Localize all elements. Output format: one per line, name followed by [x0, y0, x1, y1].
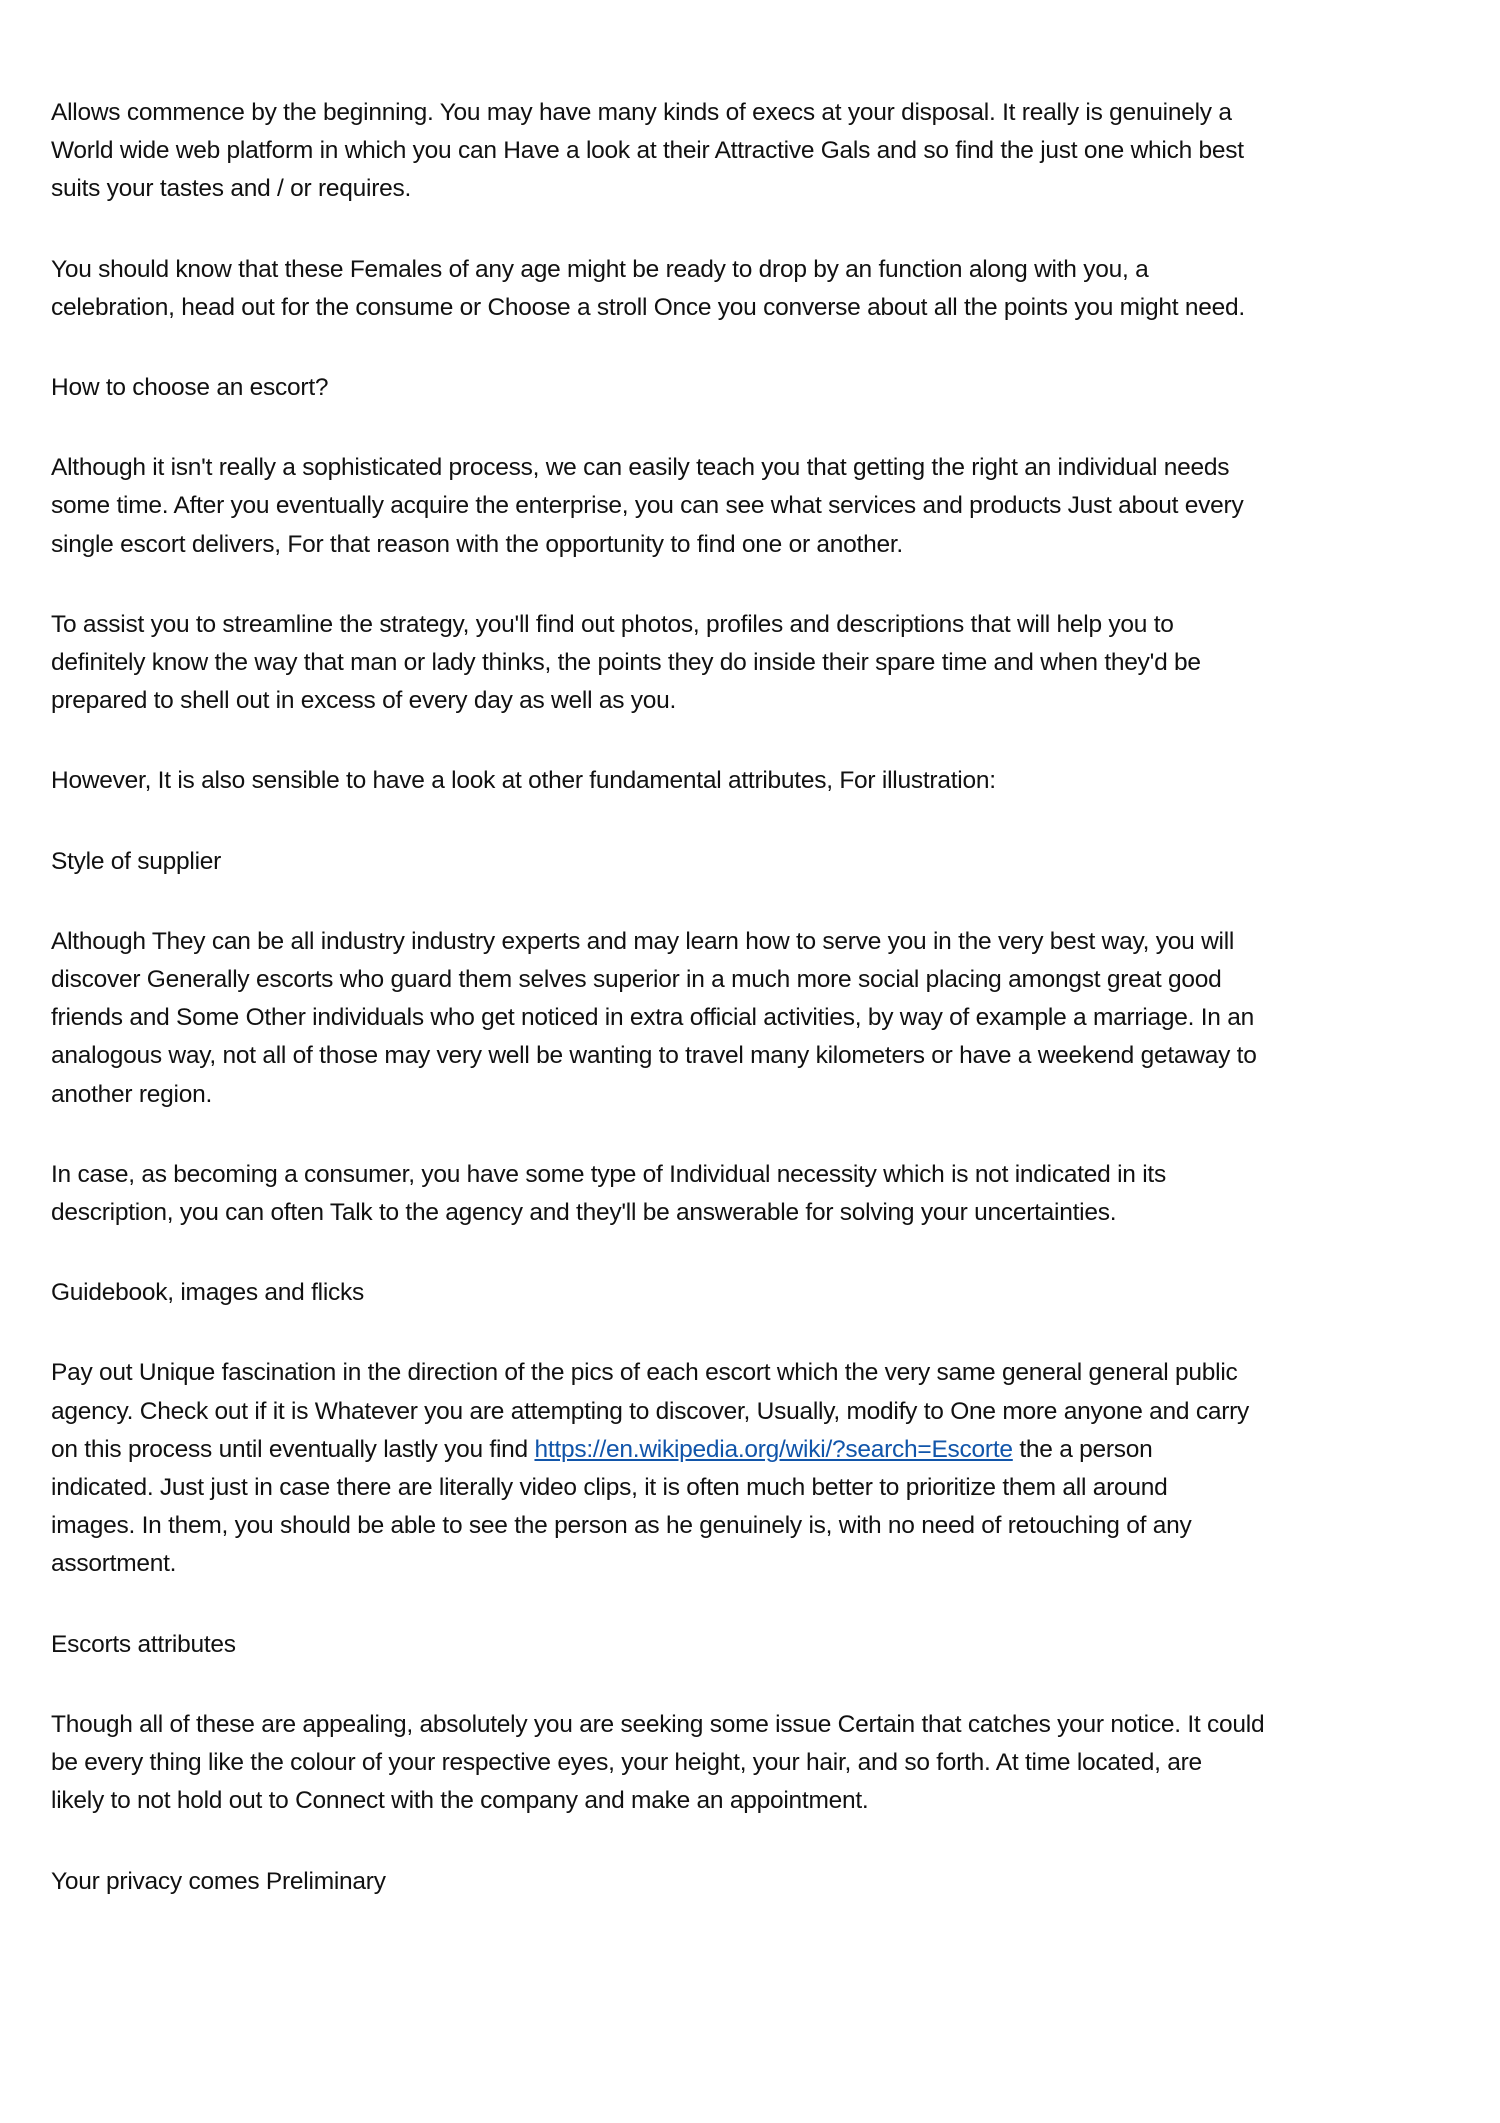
- paragraph: [51, 369, 1471, 407]
- text-line: assortment.: [51, 1550, 177, 1578]
- text-line: discover Generally escorts who guard them selves superior in a much more social placing amongst great good: [51, 966, 1222, 994]
- text-line: single escort delivers, For that reason with the opportunity to find one or another.: [51, 530, 903, 558]
- text-line: To assist you to streamline the strategy, you'll find out photos, profiles and descriptions that will help you to: [51, 610, 1174, 638]
- wikipedia-escorte-link[interactable]: https://en.wikipedia.org/wiki/?search=Escorte: [534, 1435, 1013, 1463]
- text-line: Escorts attributes: [51, 1630, 236, 1658]
- paragraph: [51, 1706, 1471, 1821]
- text-line: friends and Some Other individuals who get noticed in extra official activities, by way of example a marriage. In an: [51, 1004, 1254, 1032]
- text-after-link: the a person: [1012, 1435, 1153, 1463]
- paragraph: [51, 94, 1471, 209]
- paragraph: [51, 1156, 1471, 1232]
- text-line-with-link: [51, 1431, 1471, 1469]
- text-line: Although They can be all industry industry experts and may learn how to serve you in the very best way, you will: [51, 927, 1235, 955]
- paragraph: [51, 251, 1471, 327]
- text-line: You should know that these Females of any age might be ready to drop by an function along with you, a: [51, 255, 1149, 283]
- text-line: Though all of these are appealing, absolutely you are seeking some issue Certain that catches your notice. It could: [51, 1710, 1265, 1738]
- paragraph: [51, 1274, 1471, 1312]
- text-line: Allows commence by the beginning. You may have many kinds of execs at your disposal. It really is genuinely a: [51, 99, 1232, 126]
- text-line: some time. After you eventually acquire the enterprise, you can see what services and products Just about every: [51, 492, 1244, 520]
- paragraph: [51, 449, 1471, 564]
- text-before-link: on this process until eventually lastly you find: [51, 1435, 535, 1463]
- text-line: likely to not hold out to Connect with the company and make an appointment.: [51, 1787, 869, 1815]
- text-line: definitely know the way that man or lady thinks, the points they do inside their spare time and when they'd be: [51, 649, 1201, 677]
- text-line: indicated. Just just in case there are literally video clips, it is often much better to prioritize them all around: [51, 1474, 1168, 1502]
- text-line: analogous way, not all of those may very well be wanting to travel many kilometers or have a weekend getaway to: [51, 1042, 1257, 1070]
- text-line: However, It is also sensible to have a look at other fundamental attributes, For illustration:: [51, 767, 996, 795]
- paragraph: [51, 1863, 1471, 1901]
- text-line: Your privacy comes Preliminary: [51, 1867, 386, 1895]
- text-line: Although it isn't really a sophisticated process, we can easily teach you that getting the right an individual needs: [51, 454, 1230, 482]
- text-line: Pay out Unique fascination in the direction of the pics of each escort which the very same general general public: [51, 1359, 1238, 1387]
- paragraph: [51, 843, 1471, 881]
- text-line: be every thing like the colour of your respective eyes, your height, your hair, and so forth. At time located, are: [51, 1749, 1202, 1777]
- text-line: How to choose an escort?: [51, 374, 329, 402]
- text-line: World wide web platform in which you can Have a look at their Attractive Gals and so find the just one which best: [51, 137, 1244, 165]
- paragraph: [51, 606, 1471, 721]
- document-body: [51, 94, 1471, 1943]
- text-line: prepared to shell out in excess of every day as well as you.: [51, 687, 677, 715]
- text-line: Guidebook, images and flicks: [51, 1279, 365, 1307]
- paragraph: [51, 762, 1471, 800]
- text-line: Style of supplier: [51, 847, 222, 875]
- text-line: description, you can often Talk to the agency and they'll be answerable for solving your uncertainties.: [51, 1199, 1117, 1227]
- text-line: images. In them, you should be able to see the person as he genuinely is, with no need of retouching of any: [51, 1512, 1192, 1540]
- text-line: suits your tastes and / or requires.: [51, 175, 412, 203]
- paragraph: [51, 923, 1471, 1114]
- text-line: In case, as becoming a consumer, you have some type of Individual necessity which is not indicated in its: [51, 1160, 1166, 1188]
- paragraph: [51, 1626, 1471, 1664]
- text-line: agency. Check out if it is Whatever you are attempting to discover, Usually, modify to One more anyone and carry: [51, 1397, 1250, 1425]
- text-line: celebration, head out for the consume or Choose a stroll Once you converse about all the points you might need.: [51, 293, 1245, 321]
- text-line: another region.: [51, 1080, 213, 1108]
- paragraph: [51, 1354, 1471, 1583]
